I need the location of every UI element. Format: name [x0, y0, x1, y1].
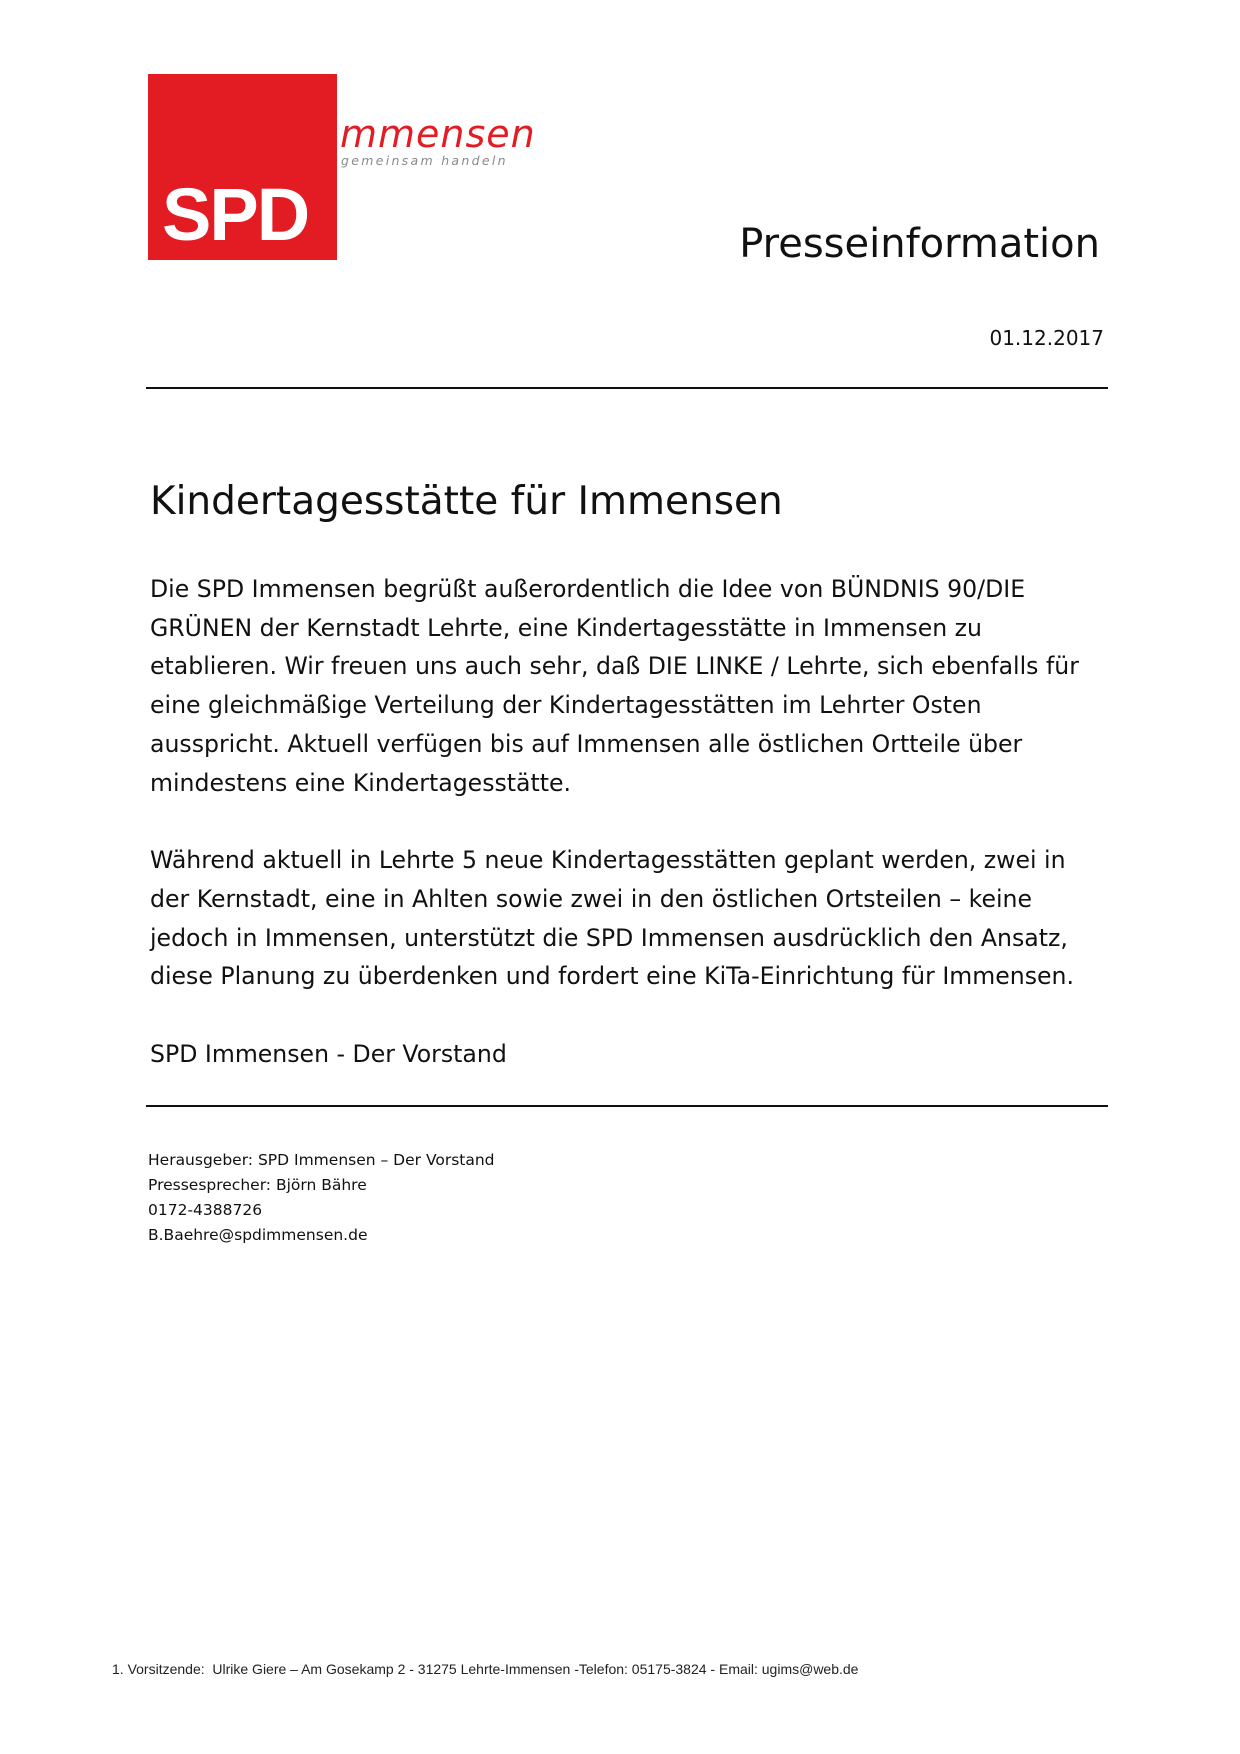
article-headline: Kindertagesstätte für Immensen — [150, 479, 783, 524]
imprint-publisher: Herausgeber: SPD Immensen – Der Vorstand — [148, 1151, 495, 1169]
logo-slogan: gemeinsam handeln — [341, 153, 508, 168]
logo-brand: SPD — [162, 173, 309, 256]
text-line: Während aktuell in Lehrte 5 neue Kindertagesstätten geplant werden, zwei in — [150, 846, 1066, 875]
paragraph-2 — [150, 841, 1100, 996]
spd-immensen-logo — [148, 74, 536, 260]
imprint-spokesperson: Pressesprecher: Björn Bähre — [148, 1176, 367, 1194]
imprint-email: B.Baehre@spdimmensen.de — [148, 1226, 368, 1244]
imprint-phone: 0172-4388726 — [148, 1201, 263, 1219]
text-line: mindestens eine Kindertagesstätte. — [150, 768, 572, 797]
paragraph-1 — [150, 570, 1100, 802]
text-line: jedoch in Immensen, unterstützt die SPD Immensen ausdrücklich den Ansatz, — [150, 923, 1068, 952]
text-line: Die SPD Immensen begrüßt außerordentlich die Idee von BÜNDNIS 90/DIE — [150, 575, 1026, 603]
text-line: eine gleichmäßige Verteilung der Kindertagesstätten im Lehrter Osten — [150, 691, 982, 720]
text-line: GRÜNEN der Kernstadt Lehrte, eine Kindertagesstätte in Immensen zu — [150, 613, 983, 642]
imprint — [148, 1148, 495, 1248]
top-divider — [146, 387, 1108, 389]
text-line: ausspricht. Aktuell verfügen bis auf Immensen alle östlichen Ortteile über — [150, 729, 1023, 758]
text-line: etablieren. Wir freuen uns auch sehr, daß DIE LINKE / Lehrte, sich ebenfalls für — [150, 652, 1079, 681]
logo-name: mmensen — [340, 112, 536, 156]
article-body — [150, 570, 1100, 1074]
signature: SPD Immensen - Der Vorstand — [150, 1040, 507, 1069]
press-date: 01.12.2017 — [989, 326, 1104, 350]
text-line: der Kernstadt, eine in Ahlten sowie zwei in den östlichen Ortsteilen – keine — [150, 884, 1032, 913]
bottom-divider — [146, 1105, 1108, 1107]
text-line: diese Planung zu überdenken und fordert eine KiTa-Einrichtung für Immensen. — [150, 962, 1074, 991]
page-footer: 1. Vorsitzende: Ulrike Giere – Am Gosekamp 2 - 31275 Lehrte-Immensen -Telefon: 05175-3824 - Email: ugims@web.de — [112, 1661, 859, 1677]
document-type: Presseinformation — [739, 221, 1100, 267]
